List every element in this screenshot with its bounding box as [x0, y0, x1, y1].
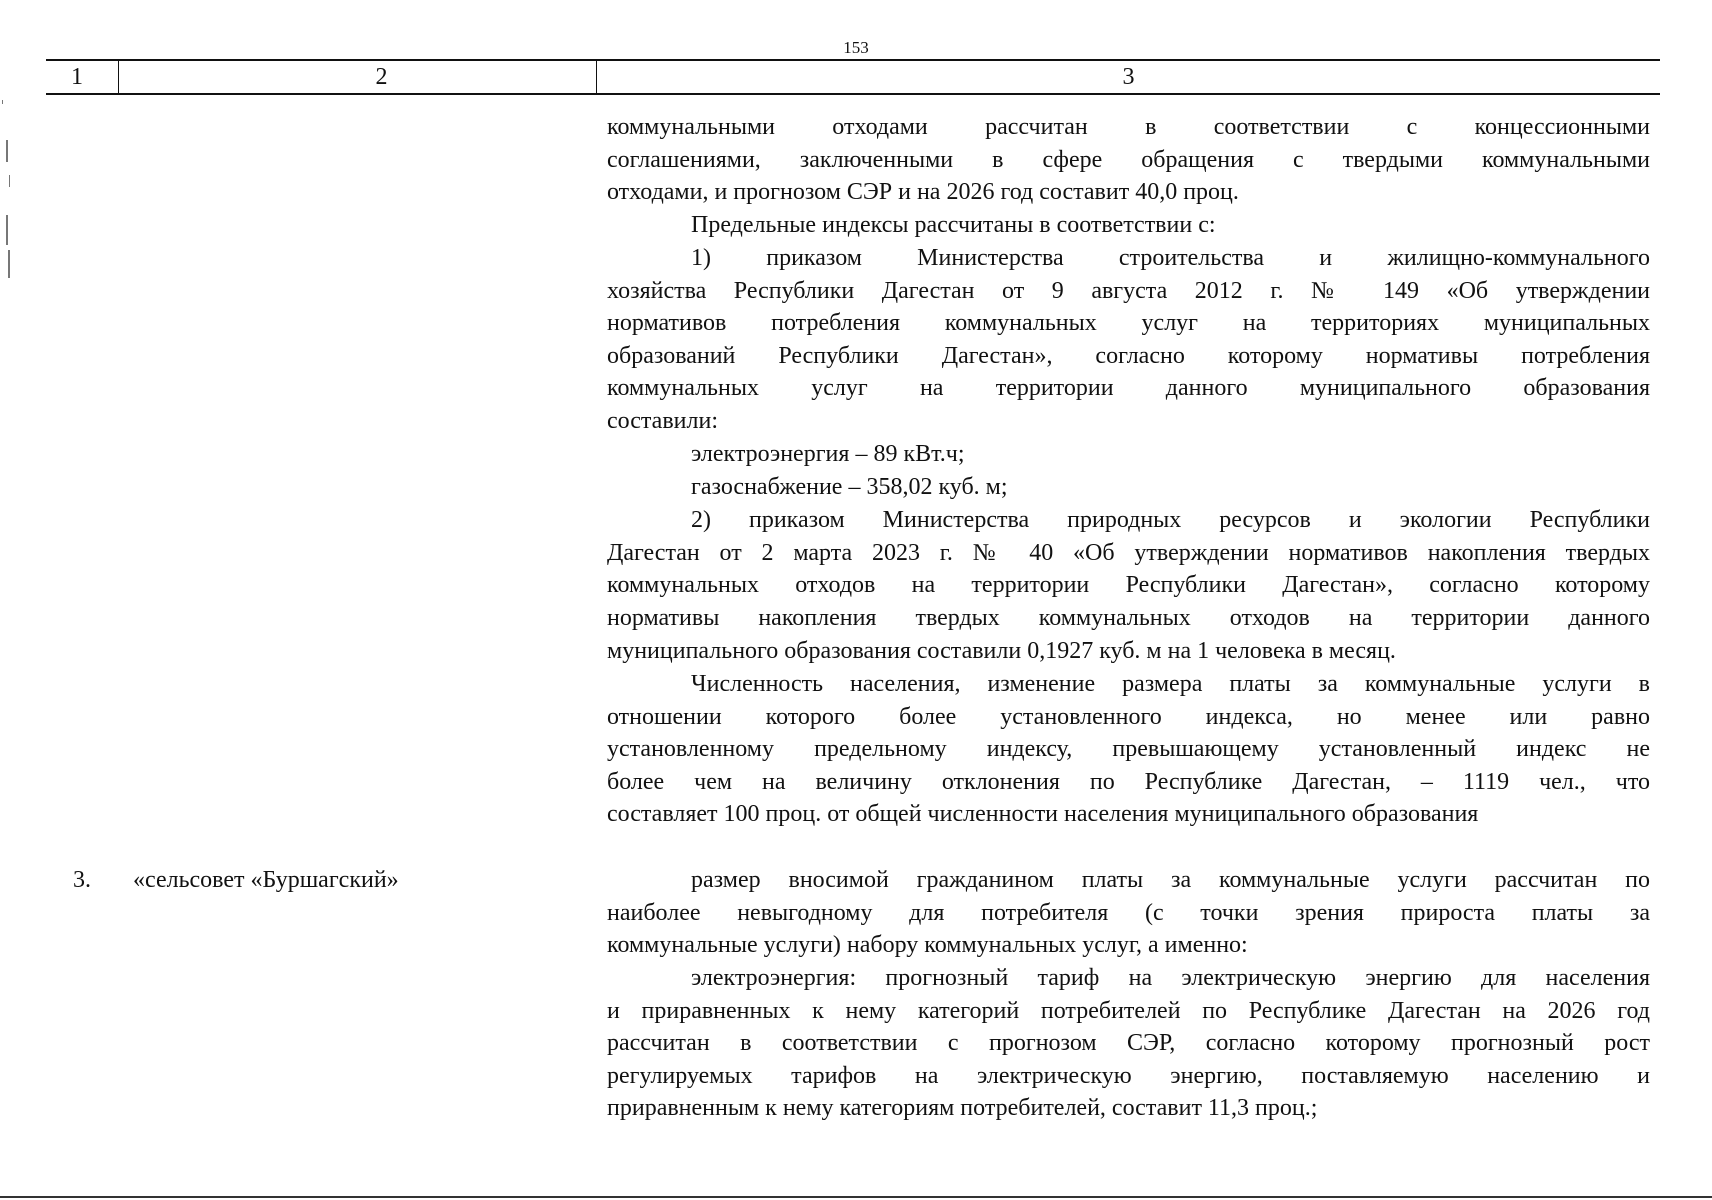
- row3-electricity-paragraph: [607, 962, 1650, 1092]
- text-line: приравненным к нему категориям потребителей, составит 11,3 проц.;: [607, 1095, 1318, 1121]
- header-col-1: 1: [71, 64, 83, 90]
- electricity-norm: электроэнергия – 89 кВт.ч;: [691, 441, 965, 467]
- text-line: коммунальных услуг на территории данного муниципального образования: [607, 375, 1650, 402]
- indices-intro: Предельные индексы рассчитаны в соответствии с:: [691, 212, 1216, 238]
- order2-paragraph: [607, 504, 1650, 634]
- row-number: 3.: [73, 867, 91, 893]
- text-line: и приравненных к нему категорий потребителей по Республике Дагестан на 2026 год: [607, 997, 1650, 1024]
- page-number: 153: [843, 38, 869, 57]
- row3-intro-paragraph: [607, 864, 1650, 929]
- scan-artifact: [6, 140, 8, 162]
- page-bottom-edge: [0, 1196, 1712, 1198]
- text-line: электроэнергия: прогнозный тариф на электрическую энергию для населения: [691, 965, 1650, 991]
- text-line: коммунальных отходов на территории Республики Дагестан», согласно которому: [607, 572, 1650, 599]
- text-line: хозяйства Республики Дагестан от 9 августа 2012 г. № 149 «Об утверждении: [607, 277, 1650, 304]
- text-line: нормативы накопления твердых коммунальных отходов на территории данного: [607, 604, 1650, 631]
- table-header: [46, 59, 1660, 95]
- text-line: установленному предельному индексу, превышающему установленный индекс не: [607, 736, 1650, 763]
- row3-electricity-last-line: [607, 1092, 1650, 1125]
- text-line: размер вносимой гражданином платы за коммунальные услуги рассчитан по: [691, 867, 1650, 893]
- text-line: рассчитан в соответствии с прогнозом СЭР, согласно которому прогнозный рост: [607, 1030, 1650, 1057]
- text-line: коммунальные услуги) набору коммунальных услуг, а именно:: [607, 932, 1248, 958]
- scan-artifact: [9, 175, 10, 187]
- text-line: образований Республики Дагестан», согласно которому нормативы потребления: [607, 342, 1650, 369]
- text-line: Дагестан от 2 марта 2023 г. № 40 «Об утверждении нормативов накопления твердых: [607, 539, 1650, 566]
- scan-artifact: [8, 250, 10, 278]
- order1-paragraph: [607, 242, 1650, 405]
- header-col-3: 3: [1122, 64, 1135, 90]
- order1-last-line: [607, 405, 1650, 438]
- continuation-paragraph: [607, 111, 1650, 176]
- text-line: коммунальными отходами рассчитан в соответствии с концессионными: [607, 114, 1650, 140]
- population-last-line: [607, 798, 1650, 831]
- text-line: регулируемых тарифов на электрическую энергию, поставляемую населению и: [607, 1062, 1650, 1089]
- scan-artifact: [2, 100, 3, 104]
- order2-last-line: [607, 635, 1650, 668]
- text-line: составили:: [607, 408, 718, 434]
- text-line: более чем на величину отклонения по Республике Дагестан, – 1119 чел., что: [607, 768, 1650, 795]
- row3-intro-last-line: [607, 929, 1650, 962]
- text-line: наиболее невыгодному для потребителя (с точки зрения прироста платы за: [607, 899, 1650, 926]
- header-col-2: 2: [375, 64, 388, 90]
- text-line: 2) приказом Министерства природных ресурсов и экологии Республики: [691, 507, 1650, 533]
- text-line: Численность населения, изменение размера платы за коммунальные услуги в: [691, 671, 1650, 697]
- text-line: отношении которого более установленного индекса, но менее или равно: [607, 703, 1650, 730]
- municipality-name: «сельсовет «Буршагский»: [133, 867, 399, 893]
- text-line: 1) приказом Министерства строительства и жилищно-коммунального: [691, 245, 1650, 271]
- gas-norm: газоснабжение – 358,02 куб. м;: [691, 474, 1008, 500]
- text-line: соглашениями, заключенными в сфере обращения с твердыми коммунальными: [607, 146, 1650, 173]
- text-line: составляет 100 проц. от общей численности населения муниципального образования: [607, 801, 1479, 827]
- text-line: нормативов потребления коммунальных услуг на территориях муниципальных: [607, 310, 1650, 337]
- scan-artifact: [6, 215, 8, 245]
- population-paragraph: [607, 668, 1650, 798]
- continuation-last-line: [607, 176, 1650, 209]
- text-line: муниципального образования составили 0,1927 куб. м на 1 человека в месяц.: [607, 638, 1396, 664]
- text-line: отходами, и прогнозом СЭР и на 2026 год составит 40,0 проц.: [607, 179, 1239, 205]
